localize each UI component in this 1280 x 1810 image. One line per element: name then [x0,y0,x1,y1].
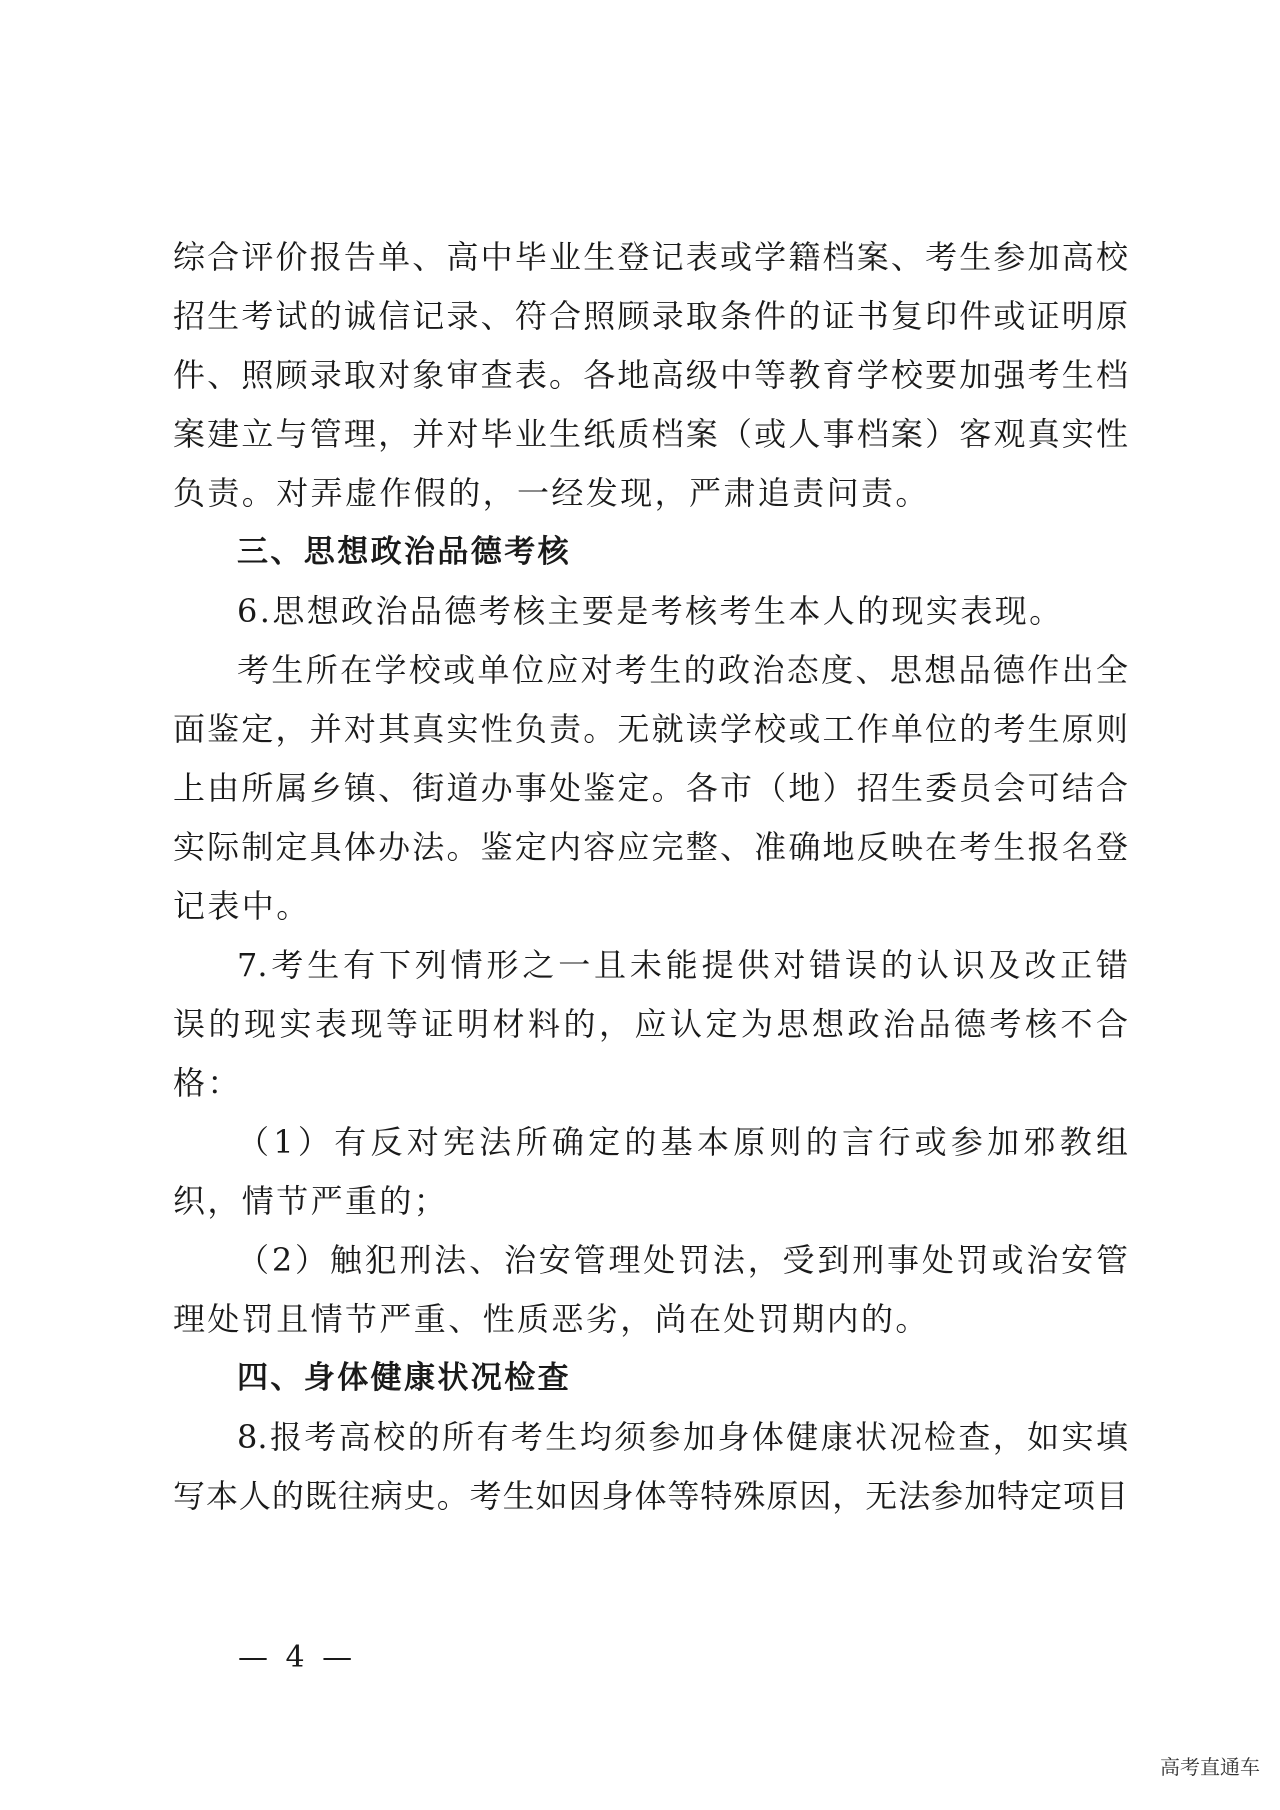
paragraph-line: 写本人的既往病史。考生如因身体等特殊原因，无法参加特定项目 [173,1477,1128,1515]
paragraph-line: 负责。对弄虚作假的，一经发现，严肃追责问责。 [173,474,930,512]
source-watermark: 高考直通车 [1160,1755,1260,1779]
paragraph-line: 考生所在学校或单位应对考生的政治态度、思想品德作出全 [237,651,1128,689]
page-number: — 4 — [238,1640,357,1675]
paragraph-line: 综合评价报告单、高中毕业生登记表或学籍档案、考生参加高校 [173,238,1128,276]
paragraph-line: 6.思想政治品德考核主要是考核考生本人的现实表现。 [237,592,1064,630]
section-heading: 三、思想政治品德考核 [237,534,571,570]
paragraph-line: 件、照顾录取对象审查表。各地高级中等教育学校要加强考生档 [173,356,1128,394]
list-item-line: （1）有反对宪法所确定的基本原则的言行或参加邪教组 [237,1123,1128,1161]
paragraph-line: 面鉴定，并对其真实性负责。无就读学校或工作单位的考生原则 [173,710,1128,748]
paragraph-line: 案建立与管理，并对毕业生纸质档案（或人事档案）客观真实性 [173,415,1128,453]
paragraph-line: 格： [173,1064,242,1102]
paragraph-line: 记表中。 [173,887,311,925]
section-heading: 四、身体健康状况检查 [237,1360,571,1396]
document-body [173,228,1128,1526]
list-item-line: 理处罚且情节严重、性质恶劣，尚在处罚期内的。 [173,1300,930,1338]
paragraph-line: 招生考试的诚信记录、符合照顾录取条件的证书复印件或证明原 [173,297,1128,335]
paragraph-line: 误的现实表现等证明材料的，应认定为思想政治品德考核不合 [173,1005,1128,1043]
list-item-line: 织，情节严重的； [173,1182,449,1220]
paragraph-line: 7.考生有下列情形之一且未能提供对错误的认识及改正错 [237,946,1128,984]
paragraph-line: 实际制定具体办法。鉴定内容应完整、准确地反映在考生报名登 [173,828,1128,866]
list-item-line: （2）触犯刑法、治安管理处罚法，受到刑事处罚或治安管 [237,1241,1128,1279]
paragraph-line: 上由所属乡镇、街道办事处鉴定。各市（地）招生委员会可结合 [173,769,1128,807]
paragraph-line: 8.报考高校的所有考生均须参加身体健康状况检查，如实填 [237,1418,1128,1456]
